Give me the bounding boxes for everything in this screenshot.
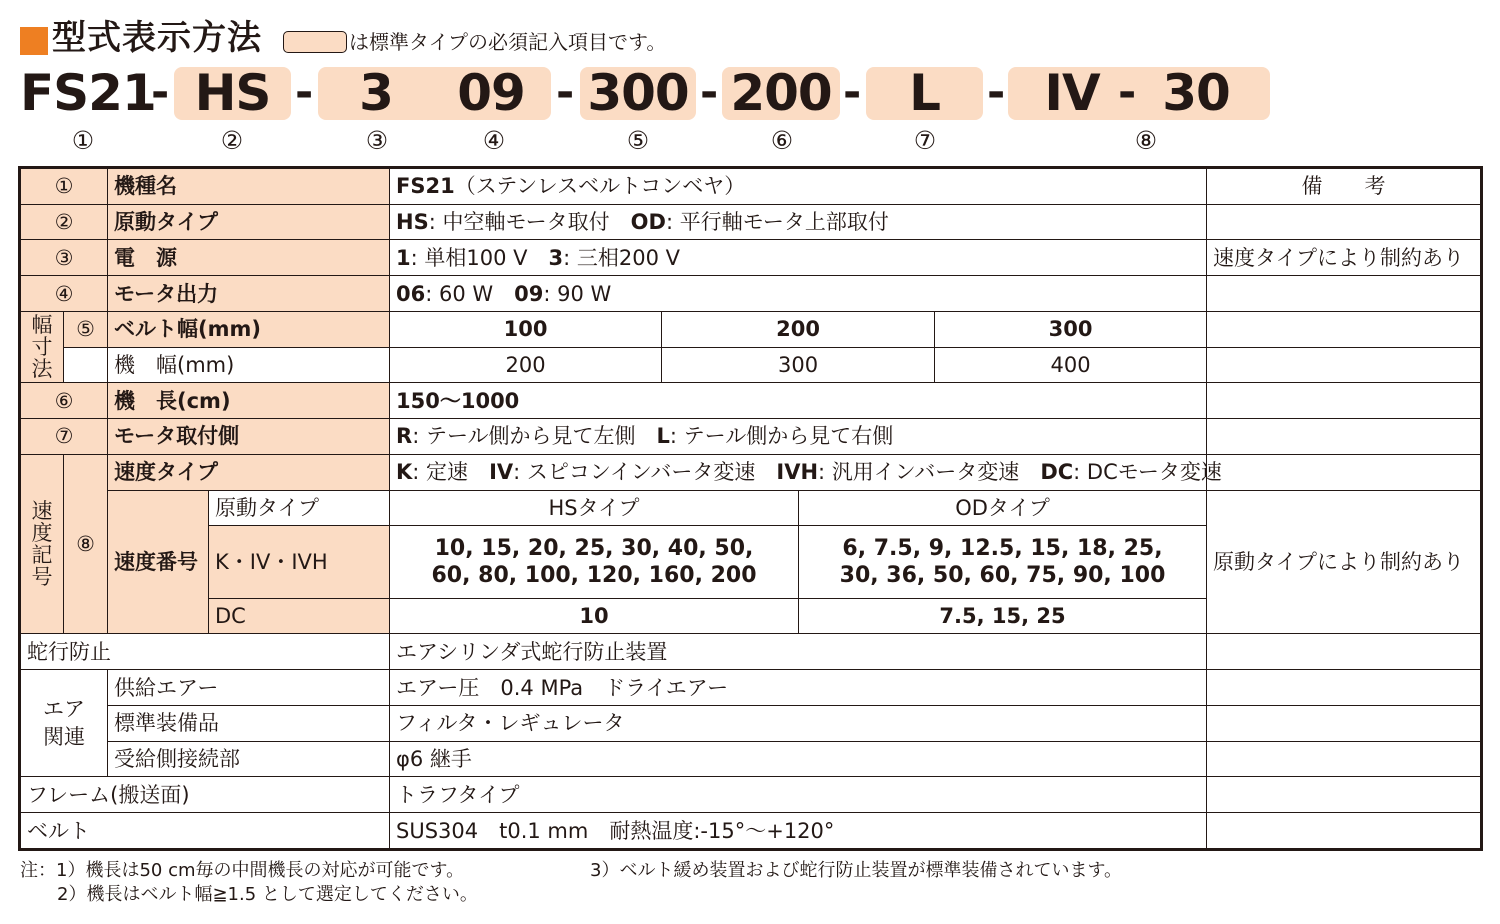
row-value: 06: 60 W 09: 90 W	[390, 276, 1207, 312]
remark-cell	[1207, 670, 1482, 706]
machine-width-1: 200	[390, 347, 662, 383]
code-index-3: ③	[365, 126, 389, 155]
remark-cell	[1207, 741, 1482, 777]
row-machine-length	[20, 383, 1482, 419]
kiv-label: K・IV・IVH	[209, 526, 390, 598]
row-air-supply	[20, 670, 1482, 706]
row-label: 機 長(cm)	[108, 383, 390, 419]
code-separator: -	[987, 67, 1006, 118]
row-label: 機種名	[108, 168, 390, 205]
row-meander-prevention	[20, 634, 1482, 670]
row-motor-side	[20, 419, 1482, 455]
note-1: 注：1）機長は50 cm毎の中間機長の対応が可能です。	[20, 860, 465, 881]
machine-width-2: 300	[662, 347, 935, 383]
row-label: 原動タイプ	[108, 204, 390, 240]
row-machine-width	[20, 347, 1482, 383]
belt-width-300: 300	[935, 311, 1207, 347]
drive-type-label: 原動タイプ	[209, 490, 390, 526]
code-index-5: ⑤	[626, 126, 650, 155]
row-air-standard	[20, 705, 1482, 741]
code-length: 200	[730, 64, 832, 122]
code-separator: -	[295, 67, 314, 118]
belt-width-100: 100	[390, 311, 662, 347]
od-type-header: ODタイプ	[799, 490, 1207, 526]
row-belt-width	[20, 311, 1482, 347]
note-2: 2）機長はベルト幅≧1.5 として選定してください。	[57, 884, 478, 905]
row-no: ⑦	[20, 419, 108, 455]
row-no: ⑤	[64, 311, 108, 347]
row-label: 電 源	[108, 240, 390, 276]
page-title: 型式表示方法	[52, 18, 262, 58]
row-label: 標準装備品	[108, 705, 390, 741]
remark-cell	[1207, 347, 1482, 383]
row-value: 1: 単相100 V 3: 三相200 V	[390, 240, 1207, 276]
row-value: φ6 継手	[390, 741, 1207, 777]
row-value: FS21（ステンレスベルトコンベヤ）	[390, 168, 1207, 205]
row-value: 150～1000	[390, 383, 1207, 419]
code-index-6: ⑥	[770, 126, 794, 155]
code-motor: 09	[457, 64, 525, 122]
dc-label: DC	[209, 598, 390, 634]
row-label: 供給エアー	[108, 670, 390, 706]
od-speed-values: 6, 7.5, 9, 12.5, 15, 18, 25, 30, 36, 50, 60, 75, 90, 100	[799, 526, 1207, 598]
row-label: ベルト	[20, 813, 390, 850]
code-side: L	[909, 64, 940, 122]
empty-cell	[64, 347, 108, 383]
row-no: ③	[20, 240, 108, 276]
code-separator: -	[1118, 67, 1137, 118]
hs-speed-values: 10, 15, 20, 25, 30, 40, 50, 60, 80, 100, 120, 160, 200	[390, 526, 799, 598]
code-drive: HS	[194, 64, 271, 122]
code-speed-no: 30	[1162, 64, 1230, 122]
legend-text: は標準タイプの必須記入項目です。	[349, 30, 667, 54]
code-index-8: ⑧	[1134, 126, 1158, 155]
title-marker	[20, 27, 48, 55]
row-label: 蛇行防止	[20, 634, 390, 670]
code-index-7: ⑦	[913, 126, 937, 155]
row-value: トラフタイプ	[390, 777, 1207, 813]
row-air-connection	[20, 741, 1482, 777]
remark-cell: 速度タイプにより制約あり	[1207, 240, 1482, 276]
code-base: FS21	[20, 64, 156, 122]
remark-cell	[1207, 204, 1482, 240]
remark-cell	[1207, 311, 1482, 347]
code-separator: -	[843, 67, 862, 118]
row-label: 速度タイプ	[108, 454, 390, 490]
belt-width-200: 200	[662, 311, 935, 347]
remark-cell	[1207, 454, 1482, 490]
code-speed-type: IV	[1044, 64, 1100, 122]
code-index-1: ①	[71, 126, 95, 155]
speed-number-label: 速度番号	[108, 490, 209, 634]
row-label: ベルト幅(mm)	[108, 311, 390, 347]
row-belt	[20, 813, 1482, 850]
row-speed-type	[20, 454, 1482, 490]
row-frame	[20, 777, 1482, 813]
row-motor-output	[20, 276, 1482, 312]
code-index-2: ②	[220, 126, 244, 155]
row-no: ②	[20, 204, 108, 240]
row-value: エアシリンダ式蛇行防止装置	[390, 634, 1207, 670]
row-label: 機 幅(mm)	[108, 347, 390, 383]
row-value: HS: 中空軸モータ取付 OD: 平行軸モータ上部取付	[390, 204, 1207, 240]
row-no: ④	[20, 276, 108, 312]
row-no: ⑧	[64, 454, 108, 634]
legend-swatch	[283, 31, 347, 53]
row-value: エアー圧 0.4 MPa ドライエアー	[390, 670, 1207, 706]
spec-table	[18, 166, 1483, 851]
remark-cell	[1207, 419, 1482, 455]
code-separator: -	[700, 67, 719, 118]
group-speed-symbol: 速度記号	[20, 454, 64, 634]
remark-cell	[1207, 813, 1482, 850]
row-model-name	[20, 168, 1482, 205]
row-value: フィルタ・レギュレータ	[390, 705, 1207, 741]
row-label: フレーム(搬送面)	[20, 777, 390, 813]
dc-od-values: 7.5, 15, 25	[799, 598, 1207, 634]
code-index-4: ④	[482, 126, 506, 155]
group-width-dimension: 幅寸法	[20, 311, 64, 382]
row-drive-type	[20, 204, 1482, 240]
row-label: モータ出力	[108, 276, 390, 312]
row-value: K: 定速 IV: スピコンインバータ変速 IVH: 汎用インバータ変速 DC: DCモータ変速	[390, 454, 1207, 490]
remark-header: 備 考	[1207, 168, 1482, 205]
row-value: R: テール側から見て左側 L: テール側から見て右側	[390, 419, 1207, 455]
hs-type-header: HSタイプ	[390, 490, 799, 526]
note-3: 3）ベルト緩め装置および蛇行防止装置が標準装備されています。	[590, 860, 1123, 881]
remark-cell	[1207, 634, 1482, 670]
remark-cell	[1207, 383, 1482, 419]
machine-width-3: 400	[935, 347, 1207, 383]
remark-cell: 原動タイプにより制約あり	[1207, 490, 1482, 634]
remark-cell	[1207, 276, 1482, 312]
row-label: モータ取付側	[108, 419, 390, 455]
code-belt-width: 300	[587, 64, 689, 122]
dc-hs-values: 10	[390, 598, 799, 634]
row-power	[20, 240, 1482, 276]
code-separator: -	[151, 67, 170, 118]
row-no: ⑥	[20, 383, 108, 419]
row-value: SUS304 t0.1 mm 耐熱温度:-15°～+120°	[390, 813, 1207, 850]
row-no: ①	[20, 168, 108, 205]
row-label: 受給側接続部	[108, 741, 390, 777]
row-speed-drive-type	[20, 490, 1482, 526]
group-air: エア 関連	[20, 670, 108, 777]
remark-cell	[1207, 705, 1482, 741]
code-power: 3	[359, 64, 393, 122]
remark-cell	[1207, 777, 1482, 813]
code-separator: -	[556, 67, 575, 118]
